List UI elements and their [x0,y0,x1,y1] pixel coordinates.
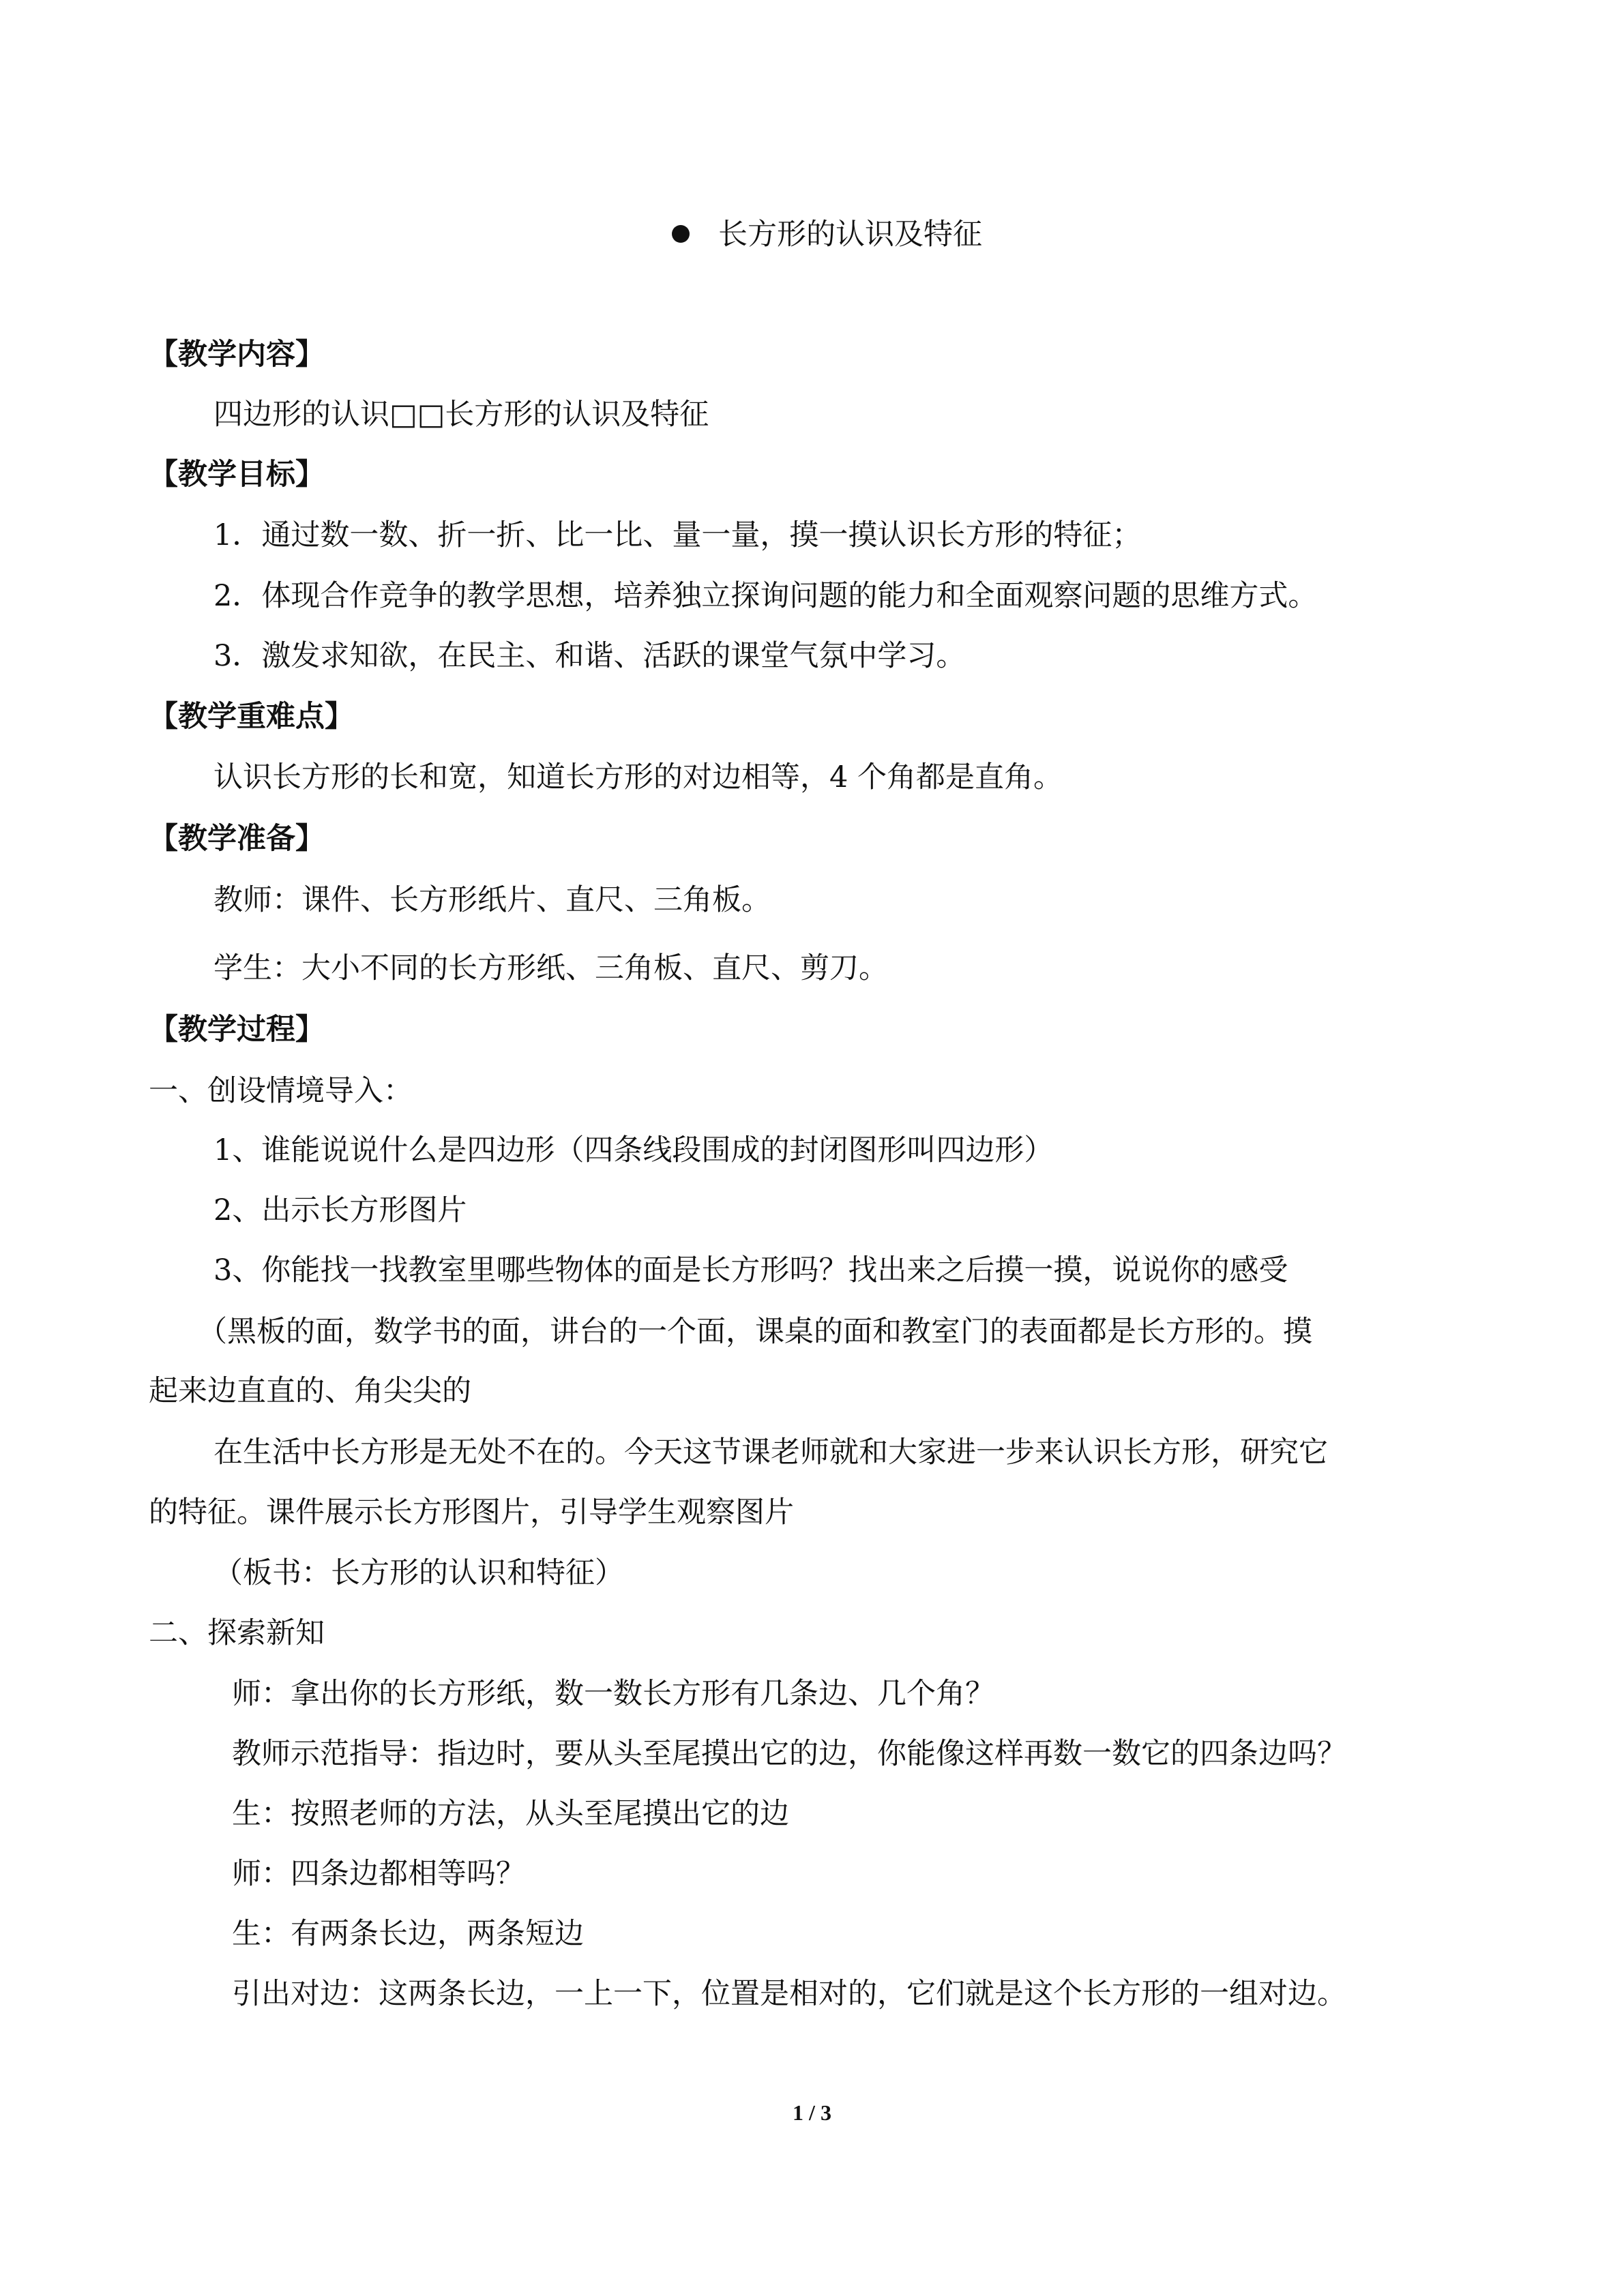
key-points-text: 认识长方形的长和宽，知道长方形的对边相等，4 个角都是直角。 [213,760,1063,794]
bullet-icon [672,225,690,243]
goal-item-3: 3．激发求知欲，在民主、和谐、活跃的课堂气氛中学习。 [213,639,966,673]
step1-answer-line-2: 起来边直直的、角尖尖的 [149,1374,471,1408]
step1-board-note: （板书：长方形的认识和特征） [213,1556,624,1590]
heading-teaching-content: 【教学内容】 [149,338,325,372]
title-text: 长方形的认识及特征 [718,218,982,252]
heading-process: 【教学过程】 [149,1013,325,1047]
preparation-student: 学生：大小不同的长方形纸、三角板、直尺、剪刀。 [213,951,888,985]
step2-line-6: 引出对边：这两条长边，一上一下，位置是相对的，它们就是这个长方形的一组对边。 [232,1977,1346,2011]
step1-question-3: 3、你能找一找教室里哪些物体的面是长方形吗？找出来之后摸一摸，说说你的感受 [213,1253,1288,1287]
goal-item-2: 2．体现合作竞争的教学思想，培养独立探询问题的能力和全面观察问题的思维方式。 [213,579,1318,613]
page-number: 1 / 3 [793,2100,831,2125]
step2-title: 二、探索新知 [149,1616,325,1650]
step1-title: 一、创设情境导入： [149,1074,413,1108]
preparation-teacher: 教师：课件、长方形纸片、直尺、三角板。 [213,883,771,917]
step2-line-2: 教师示范指导：指边时，要从头至尾摸出它的边，你能像这样再数一数它的四条边吗？ [232,1737,1346,1771]
step1-question-2: 2、出示长方形图片 [213,1193,467,1227]
step1-intro-line-1: 在生活中长方形是无处不在的。今天这节课老师就和大家进一步来认识长方形，研究它 [213,1435,1328,1470]
heading-key-points: 【教学重难点】 [149,700,354,734]
step2-line-3: 生：按照老师的方法，从头至尾摸出它的边 [232,1797,789,1831]
step2-line-4: 师：四条边都相等吗？ [232,1857,525,1891]
heading-preparation: 【教学准备】 [149,822,325,856]
step1-intro-line-2: 的特征。课件展示长方形图片，引导学生观察图片 [149,1495,794,1530]
document-title [672,214,982,255]
step1-answer-line-1: （黑板的面，数学书的面，讲台的一个面，课桌的面和教室门的表面都是长方形的。摸 [198,1315,1312,1349]
teaching-content-text: 四边形的认识□□长方形的认识及特征 [213,398,709,432]
step2-line-1: 师：拿出你的长方形纸，数一数长方形有几条边、几个角？ [232,1677,994,1711]
goal-item-1: 1．通过数一数、折一折、比一比、量一量，摸一摸认识长方形的特征； [213,518,1142,552]
heading-teaching-goals: 【教学目标】 [149,458,325,492]
step2-line-5: 生：有两条长边，两条短边 [232,1917,584,1951]
step1-question-1: 1、谁能说说什么是四边形（四条线段围成的封闭图形叫四边形） [213,1133,1054,1167]
